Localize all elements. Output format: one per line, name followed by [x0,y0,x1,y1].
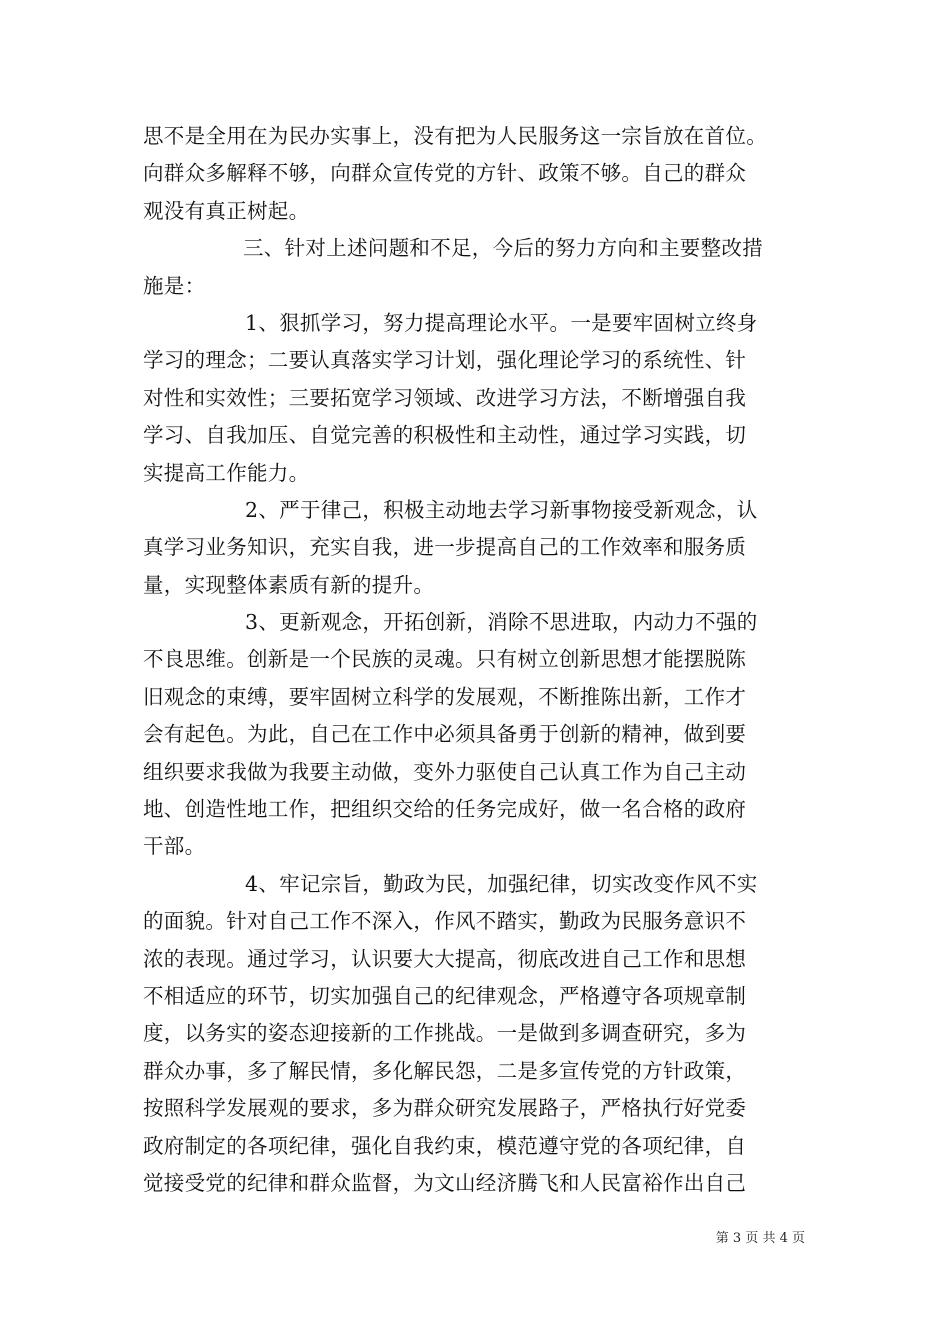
text-line: 按照科学发展观的要求，多为群众研究发展路子，严格执行好党委 [143,1096,747,1121]
page-number-footer: 第 3 页 共 4 页 [715,1231,805,1246]
text-line: 干部。 [143,834,206,859]
text-line: 施是： [143,273,206,298]
section-heading-3: 三、针对上述问题和不足，今后的努力方向和主要整改措 [243,236,763,261]
text-line: 度，以务实的姿态迎接新的工作挑战。一是做到多调查研究，多为 [143,1021,747,1046]
text-line: 向群众多解释不够，向群众宣传党的方针、政策不够。自己的群众 [143,161,747,186]
text-line: 浓的表现。通过学习，认识要大大提高，彻底改进自己工作和思想 [143,946,747,971]
text-line: 不相适应的环节，切实加强自己的纪律观念，严格遵守各项规章制 [143,983,747,1008]
text-line: 量，实现整体素质有新的提升。 [143,572,435,597]
item-2-heading: 2、严于律己，积极主动地去学习新事物接受新观念，认 [245,497,758,522]
text-line: 政府制定的各项纪律，强化自我约束，模范遵守党的各项纪律，自 [143,1133,747,1158]
text-line: 地、创造性地工作，把组织交给的任务完成好，做一名合格的政府 [143,797,747,822]
text-line: 思不是全用在为民办实事上，没有把为人民服务这一宗旨放在首位。 [143,124,767,148]
text-line: 觉接受党的纪律和群众监督，为文山经济腾飞和人民富裕作出自己 [143,1170,747,1195]
document-body [143,118,813,1202]
text-line: 会有起色。为此，自己在工作中必须具备勇于创新的精神，做到要 [143,722,747,747]
text-line: 学习的理念；二要认真落实学习计划，强化理论学习的系统性、针 [143,348,747,373]
text-line: 观没有真正树起。 [143,198,310,223]
text-line: 实提高工作能力。 [143,460,310,485]
text-line: 真学习业务知识，充实自我，进一步提高自己的工作效率和服务质 [143,535,747,560]
text-line: 的面貌。针对自己工作不深入，作风不踏实，勤政为民服务意识不 [143,909,747,934]
text-line: 学习、自我加压、自觉完善的积极性和主动性，通过学习实践，切 [143,423,747,448]
text-line: 群众办事，多了解民情，多化解民怨，二是多宣传党的方针政策， [143,1058,747,1083]
item-1-heading: 1、狠抓学习，努力提高理论水平。一是要牢固树立终身 [245,310,758,335]
item-4-heading: 4、牢记宗旨，勤政为民，加强纪律，切实改变作风不实 [245,871,758,896]
text-line: 不良思维。创新是一个民族的灵魂。只有树立创新思想才能摆脱陈 [143,647,747,672]
text-line: 组织要求我做为我要主动做，变外力驱使自己认真工作为自己主动 [143,759,747,784]
text-line: 旧观念的束缚，要牢固树立科学的发展观，不断推陈出新，工作才 [143,684,747,709]
item-3-heading: 3、更新观念，开拓创新，消除不思进取，内动力不强的 [245,610,758,635]
text-line: 对性和实效性；三要拓宽学习领域、改进学习方法，不断增强自我 [143,385,747,410]
